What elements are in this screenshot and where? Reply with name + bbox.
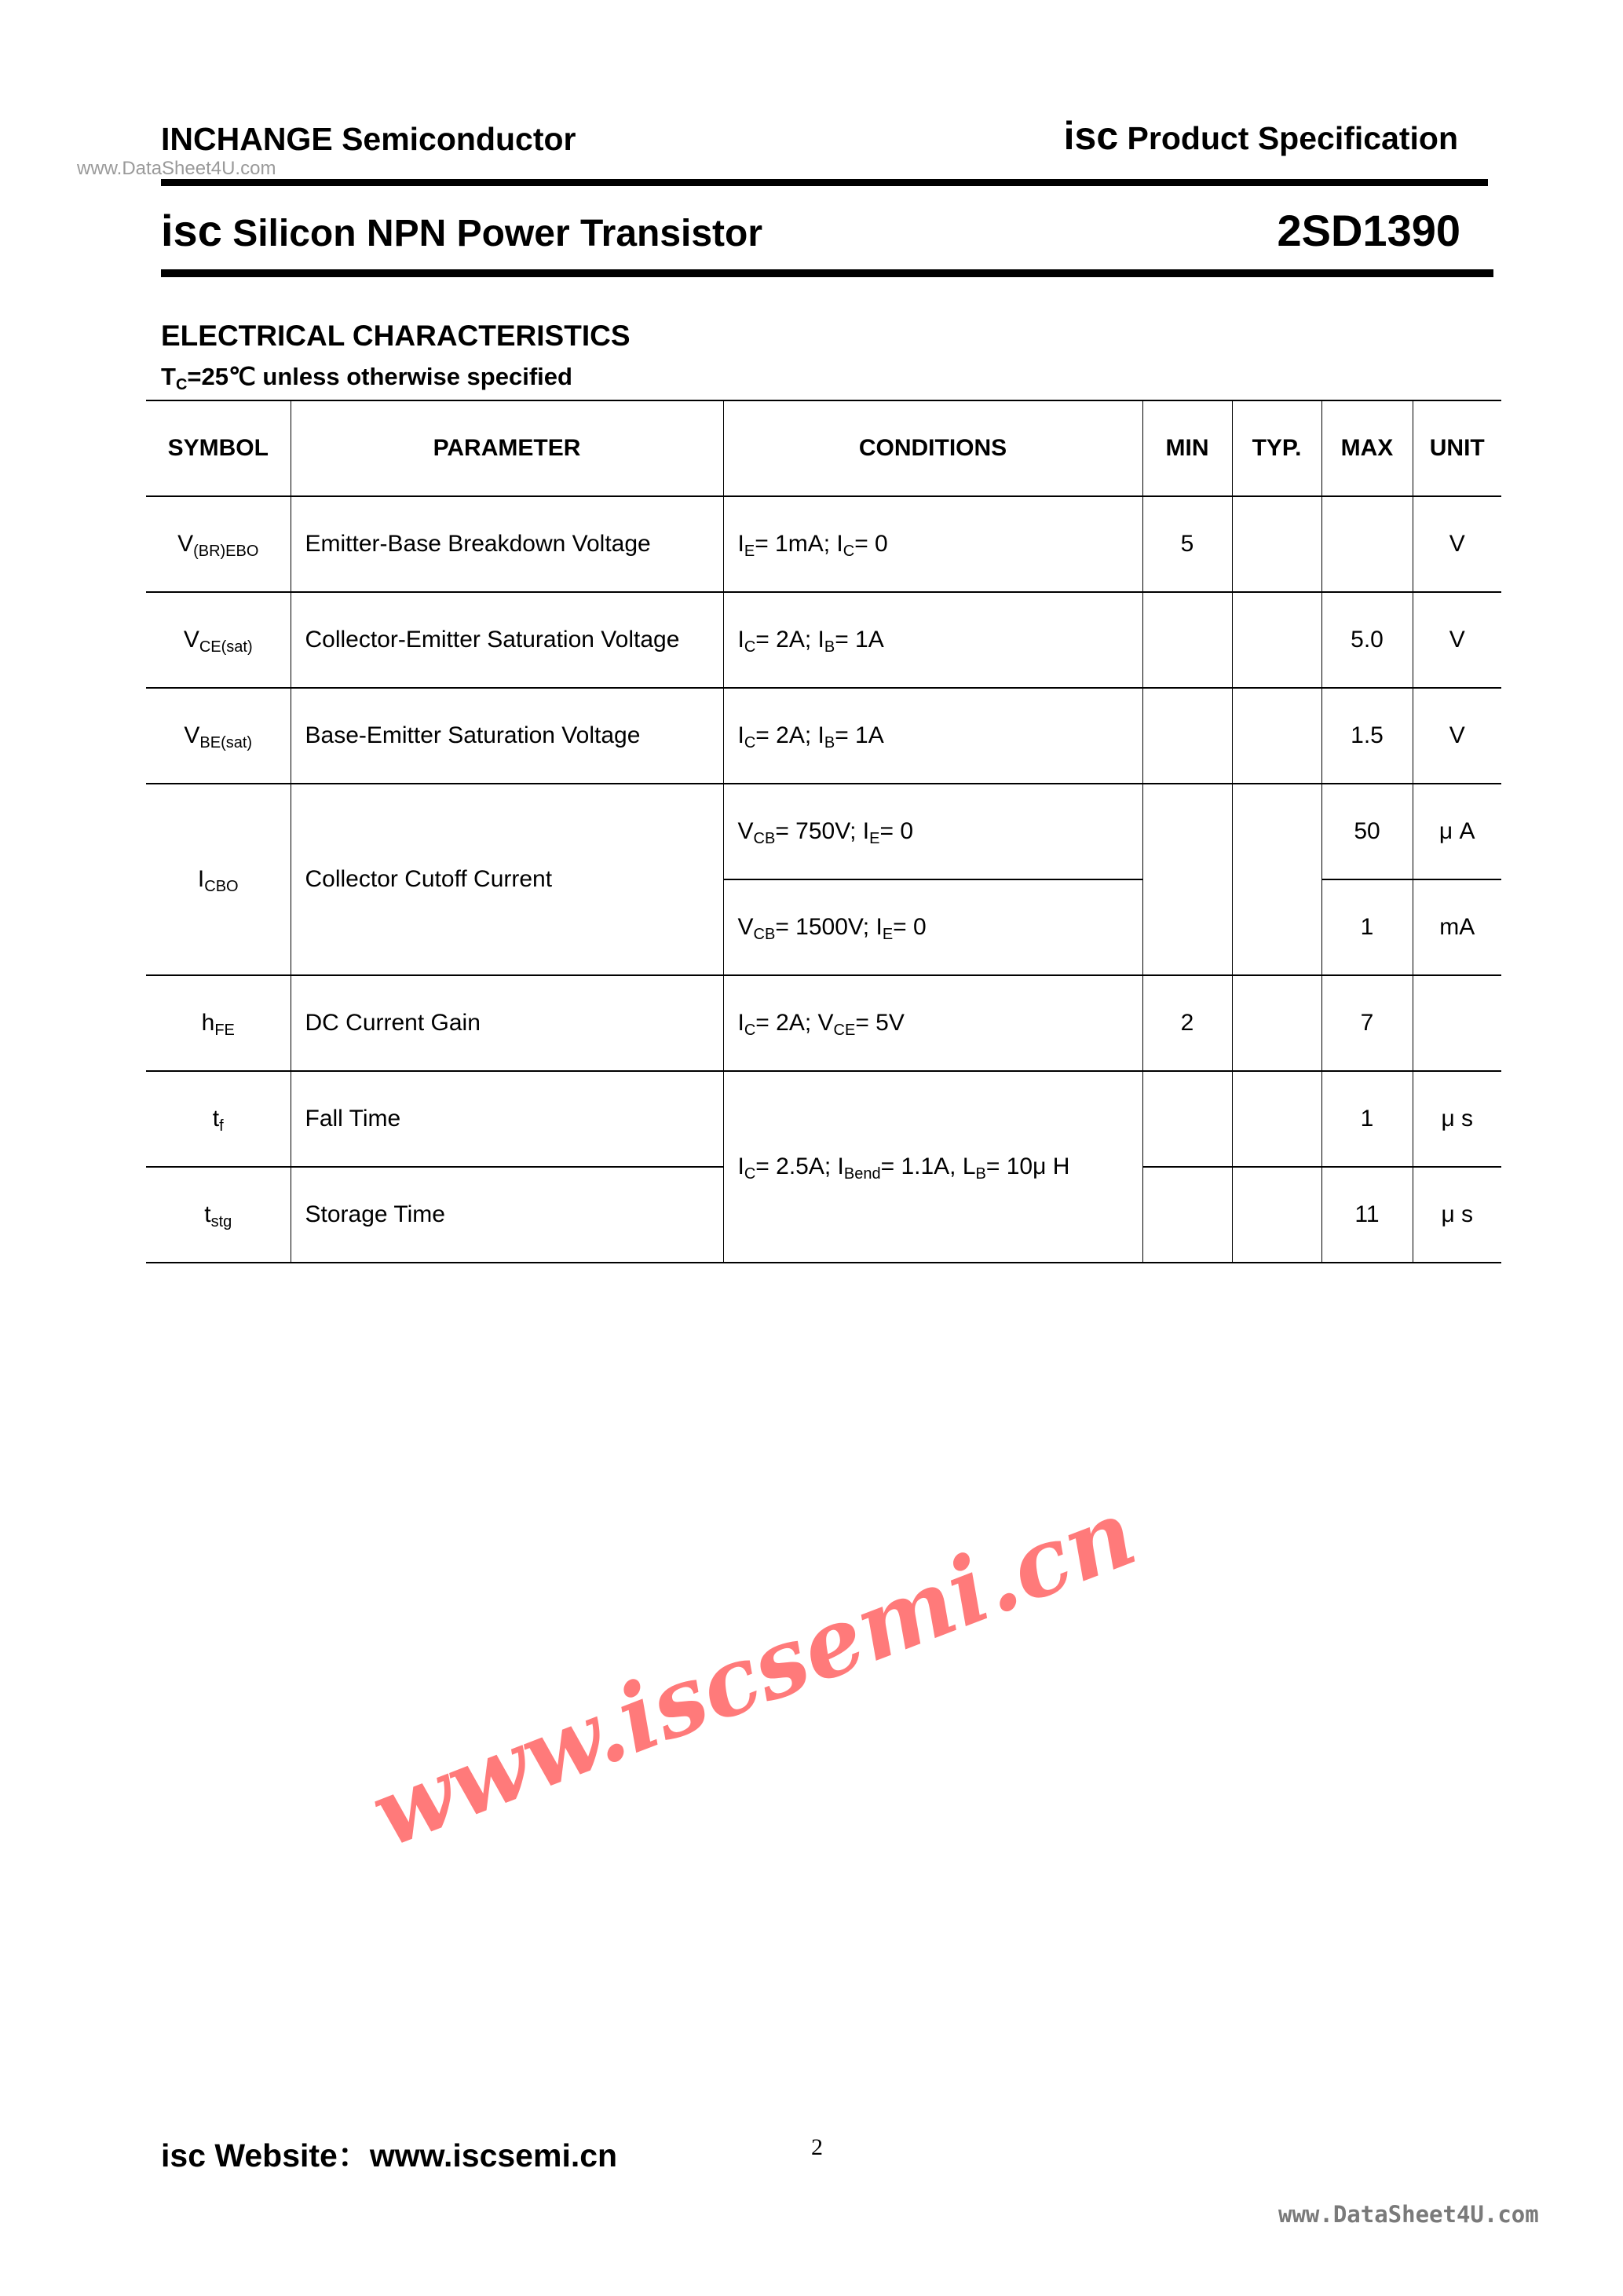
parameter: Emitter-Base Breakdown Voltage — [291, 496, 723, 592]
test-conditions — [161, 363, 572, 391]
spec-text: Product Specification — [1127, 120, 1458, 156]
col-unit: UNIT — [1413, 400, 1501, 496]
unit: μ A — [1413, 784, 1501, 879]
conditions: $V_{CB}= 750V$; $I_E= 0$ — [723, 784, 1142, 879]
symbol: $t_f$ — [146, 1071, 291, 1167]
header-rule — [161, 179, 1488, 186]
table-row — [146, 592, 1501, 688]
section-heading: ELECTRICAL CHARACTERISTICS — [161, 320, 631, 352]
min — [1142, 1071, 1232, 1167]
cond-t: T — [161, 363, 176, 390]
min — [1142, 1167, 1232, 1263]
conditions: $I_C= 2A$; $I_B= 1A$ — [723, 688, 1142, 784]
parameter: Fall Time — [291, 1071, 723, 1167]
max: 7 — [1321, 975, 1413, 1071]
symbol: $V_{BE(sat)}$ — [146, 688, 291, 784]
parameter: Base-Emitter Saturation Voltage — [291, 688, 723, 784]
table-row — [146, 688, 1501, 784]
table-row — [146, 496, 1501, 592]
min — [1142, 688, 1232, 784]
symbol: $V_{(BR)EBO}$ — [146, 496, 291, 592]
table-header-row — [146, 400, 1501, 496]
typ — [1232, 975, 1321, 1071]
part-number: 2SD1390 — [1277, 206, 1460, 255]
company-name: INCHANGE Semiconductor — [161, 121, 576, 157]
max — [1321, 496, 1413, 592]
symbol: $h_{FE}$ — [146, 975, 291, 1071]
electrical-characteristics-table — [146, 400, 1501, 1263]
source-watermark-top: www.DataSheet4U.com — [77, 158, 276, 179]
min — [1142, 592, 1232, 688]
col-symbol: SYMBOL — [146, 400, 291, 496]
conditions: $I_C= 2A$; $V_{CE}= 5V$ — [723, 975, 1142, 1071]
typ — [1232, 496, 1321, 592]
iscsemi-watermark: www.iscsemi.cn — [356, 1477, 1150, 1869]
isc-prefix: isc — [1063, 114, 1119, 158]
symbol: $I_{CBO}$ — [146, 784, 291, 975]
max: 5.0 — [1321, 592, 1413, 688]
col-min: MIN — [1142, 400, 1232, 496]
table-row — [146, 975, 1501, 1071]
col-typ: TYP. — [1232, 400, 1321, 496]
max: 1 — [1321, 1071, 1413, 1167]
page-number: 2 — [811, 2134, 823, 2160]
cond-sub: C — [175, 376, 188, 393]
conditions: $V_{CB}= 1500V$; $I_E= 0$ — [723, 879, 1142, 975]
unit: V — [1413, 592, 1501, 688]
col-parameter: PARAMETER — [291, 400, 723, 496]
max: 1 — [1321, 879, 1413, 975]
title-rule — [161, 269, 1493, 277]
conditions: $I_C= 2A$; $I_B= 1A$ — [723, 592, 1142, 688]
source-watermark-bottom: www.DataSheet4U.com — [1278, 2201, 1539, 2228]
table-row — [146, 1071, 1501, 1167]
parameter: Collector-Emitter Saturation Voltage — [291, 592, 723, 688]
typ — [1232, 1071, 1321, 1167]
unit: V — [1413, 688, 1501, 784]
col-max: MAX — [1321, 400, 1413, 496]
min — [1142, 784, 1232, 975]
max: 50 — [1321, 784, 1413, 879]
parameter: DC Current Gain — [291, 975, 723, 1071]
unit: μ s — [1413, 1167, 1501, 1263]
cond-rest: =25℃ unless otherwise specified — [187, 363, 572, 390]
symbol: $t_{stg}$ — [146, 1167, 291, 1263]
max: 1.5 — [1321, 688, 1413, 784]
typ — [1232, 1167, 1321, 1263]
isc-prefix: isc — [161, 206, 222, 255]
footer-website: isc Website：www.iscsemi.cn — [161, 2137, 618, 2174]
unit: μ s — [1413, 1071, 1501, 1167]
min: 5 — [1142, 496, 1232, 592]
typ — [1232, 688, 1321, 784]
parameter: Collector Cutoff Current — [291, 784, 723, 975]
product-spec-label — [1063, 114, 1458, 158]
title-text: Silicon NPN Power Transistor — [232, 213, 763, 254]
max: 11 — [1321, 1167, 1413, 1263]
symbol: $V_{CE(sat)}$ — [146, 592, 291, 688]
unit: V — [1413, 496, 1501, 592]
table-row — [146, 784, 1501, 879]
page-title — [161, 206, 762, 259]
min: 2 — [1142, 975, 1232, 1071]
unit — [1413, 975, 1501, 1071]
typ — [1232, 784, 1321, 975]
conditions: $I_E= 1mA$; $I_C= 0$ — [723, 496, 1142, 592]
typ — [1232, 592, 1321, 688]
parameter: Storage Time — [291, 1167, 723, 1263]
conditions: $I_C= 2.5A$; $I_{Bend}= 1.1A$, $L_B= 10\mu$ H — [723, 1071, 1142, 1263]
col-conditions: CONDITIONS — [723, 400, 1142, 496]
unit: mA — [1413, 879, 1501, 975]
